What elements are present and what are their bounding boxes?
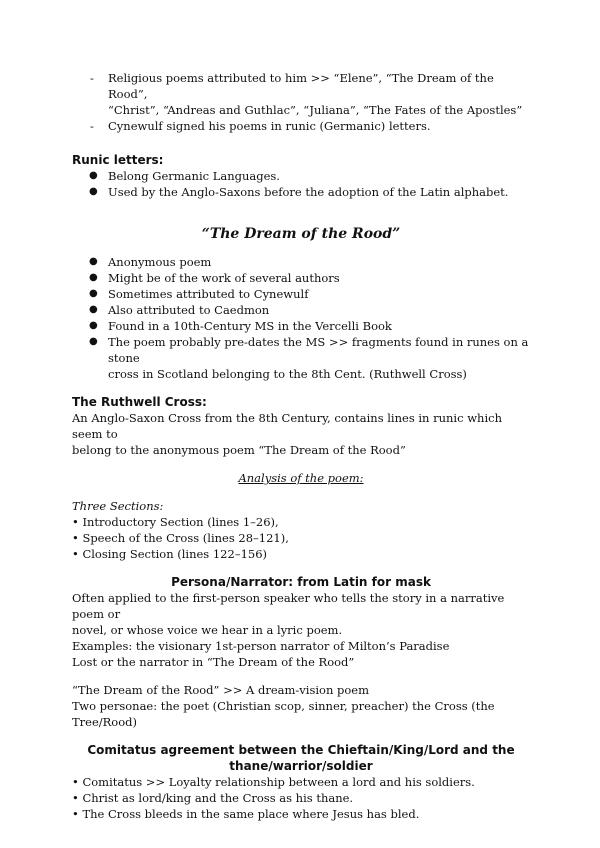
ruthwell-heading: The Ruthwell Cross: <box>72 395 207 409</box>
list-item-text-cont: cross in Scotland belonging to the 8th Cent. (Ruthwell Cross) <box>108 367 467 381</box>
ruthwell-line: belong to the anonymous poem “The Dream of the Rood” <box>72 443 406 457</box>
comitatus-heading-cont: thane/warrior/soldier <box>229 759 373 773</box>
list-item-text: Belong Germanic Languages. <box>108 169 280 183</box>
list-item <box>72 168 530 184</box>
list-item-text: Cynewulf signed his poems in runic (Germanic) letters. <box>108 119 431 133</box>
bullet-icon: ● <box>89 304 98 315</box>
sections-label: Three Sections: <box>72 499 164 513</box>
dream-list <box>72 254 530 382</box>
ruthwell-line: An Anglo-Saxon Cross from the 8th Century, contains lines in runic which seem to <box>72 411 502 441</box>
list-item <box>72 118 530 134</box>
comitatus-item: • Christ as lord/king and the Cross as his thane. <box>72 791 354 805</box>
dash-mark: - <box>90 119 94 133</box>
list-item <box>72 184 530 200</box>
section-item: • Introductory Section (lines 1–26), <box>72 515 279 529</box>
list-item-text: Might be of the work of several authors <box>108 271 340 285</box>
analysis-title: Analysis of the poem: <box>238 471 364 485</box>
persona-line: Lost or the narrator in “The Dream of the Rood” <box>72 655 355 669</box>
dash-mark: - <box>90 71 94 85</box>
list-item-text: Religious poems attributed to him >> “Elene”, “The Dream of the Rood”, <box>108 71 494 101</box>
list-item-text: Also attributed to Caedmon <box>108 303 270 317</box>
intro-list <box>72 70 530 134</box>
bullet-icon: ● <box>89 256 98 267</box>
bullet-icon: ● <box>89 288 98 299</box>
section-item: • Speech of the Cross (lines 28–121), <box>72 531 289 545</box>
section-item: • Closing Section (lines 122–156) <box>72 547 268 561</box>
document-page <box>72 70 530 822</box>
list-item <box>72 70 530 118</box>
bullet-icon: ● <box>89 320 98 331</box>
bullet-icon: ● <box>89 186 98 197</box>
list-item <box>72 270 530 286</box>
list-item-text: Found in a 10th-Century MS in the Vercelli Book <box>108 319 392 333</box>
list-item-text: Used by the Anglo-Saxons before the adoption of the Latin alphabet. <box>108 185 509 199</box>
list-item <box>72 302 530 318</box>
comitatus-item: • The Cross bleeds in the same place where Jesus has bled. <box>72 807 420 821</box>
list-item <box>72 334 530 382</box>
runic-list <box>72 168 530 200</box>
bullet-icon: ● <box>89 170 98 181</box>
list-item-text: The poem probably pre-dates the MS >> fragments found in runes on a stone <box>108 335 529 365</box>
persona-line: “The Dream of the Rood” >> A dream-vision poem <box>72 683 370 697</box>
list-item <box>72 254 530 270</box>
list-item-text-cont: “Christ”, “Andreas and Guthlac”, “Juliana”, “The Fates of the Apostles” <box>108 103 523 117</box>
runic-heading: Runic letters: <box>72 153 164 167</box>
persona-line: Often applied to the first-person speaker who tells the story in a narrative poem or <box>72 591 505 621</box>
list-item <box>72 318 530 334</box>
persona-line: Two personae: the poet (Christian scop, sinner, preacher) the Cross (the Tree/Rood) <box>72 699 495 729</box>
comitatus-heading: Comitatus agreement between the Chieftain/King/Lord and the <box>87 743 515 757</box>
list-item-text: Anonymous poem <box>108 255 212 269</box>
persona-line: novel, or whose voice we hear in a lyric poem. <box>72 623 343 637</box>
bullet-icon: ● <box>89 336 98 347</box>
comitatus-item: • Comitatus >> Loyalty relationship between a lord and his soldiers. <box>72 775 475 789</box>
persona-heading: Persona/Narrator: from Latin for mask <box>171 575 431 589</box>
list-item-text: Sometimes attributed to Cynewulf <box>108 287 309 301</box>
dream-title: “The Dream of the Rood” <box>201 226 401 242</box>
bullet-icon: ● <box>89 272 98 283</box>
list-item <box>72 286 530 302</box>
persona-line: Examples: the visionary 1st-person narrator of Milton’s Paradise <box>72 639 450 653</box>
